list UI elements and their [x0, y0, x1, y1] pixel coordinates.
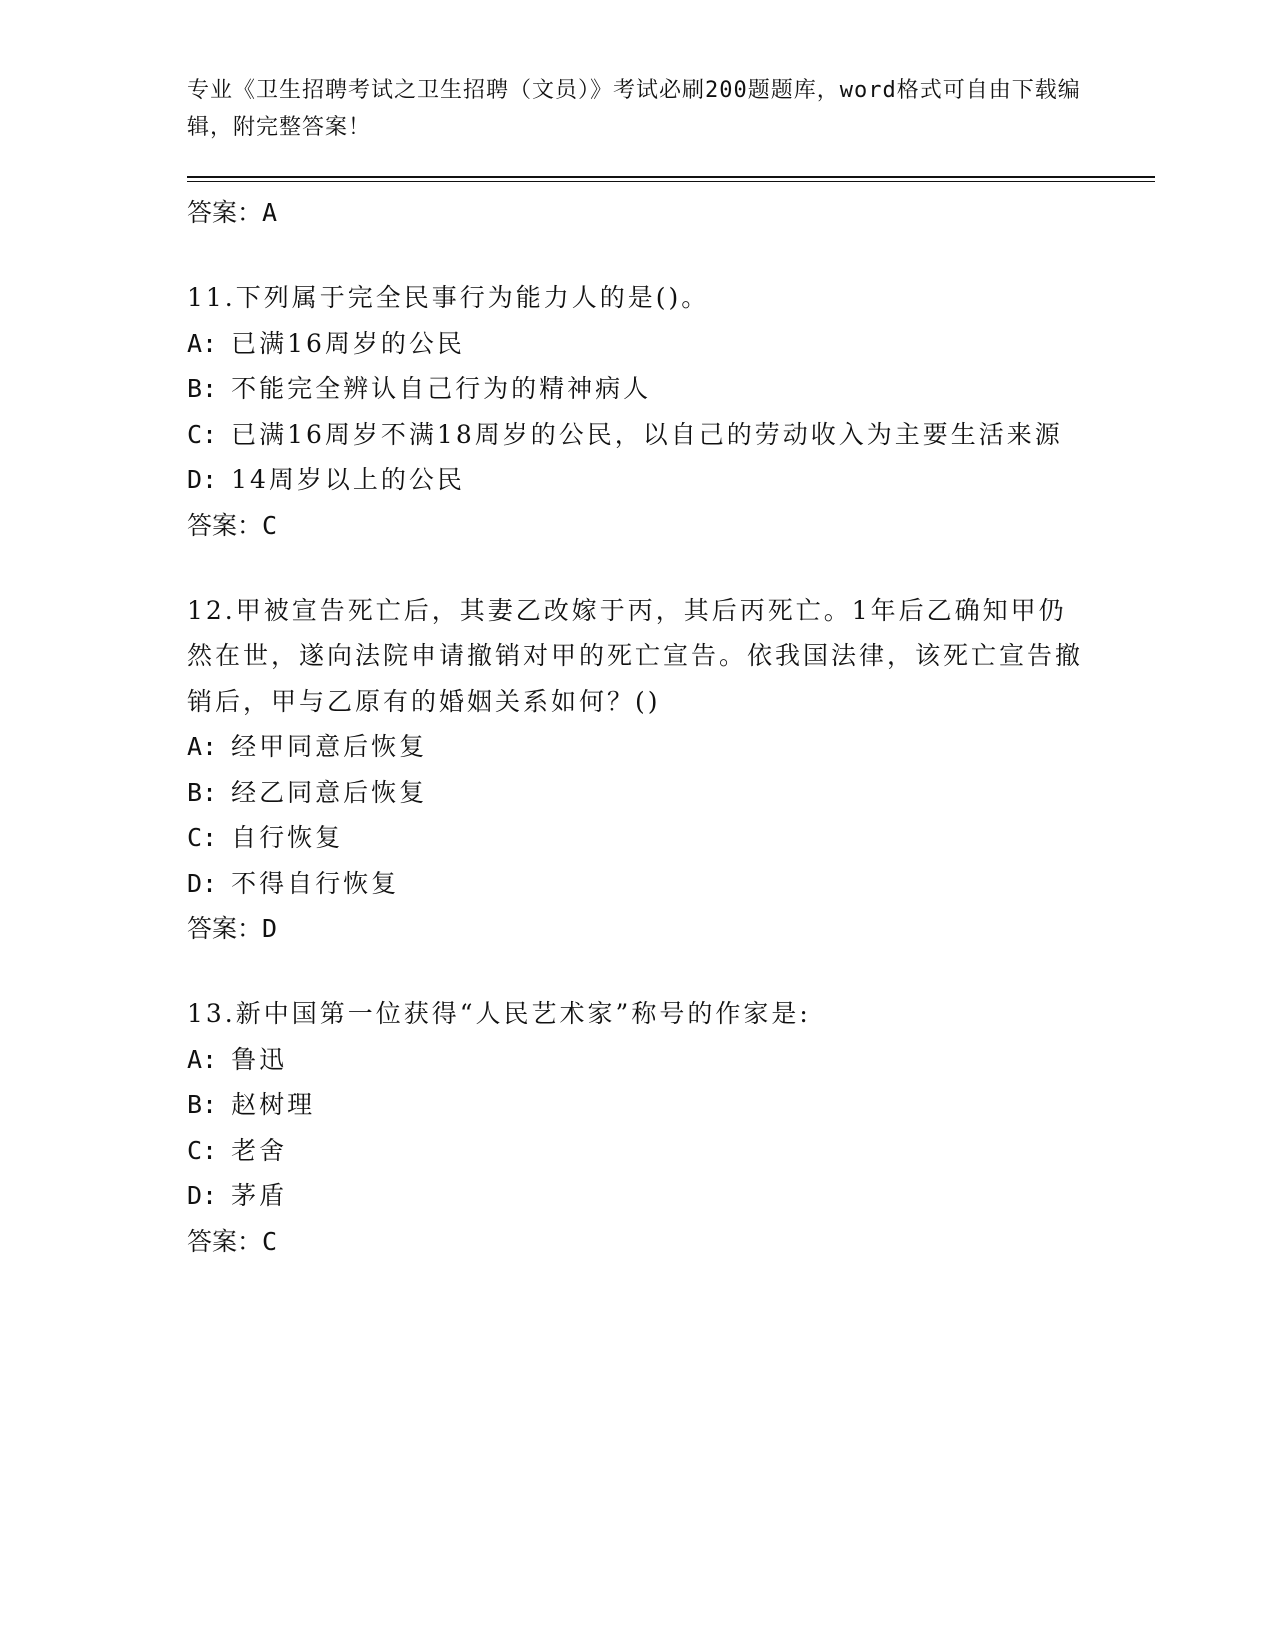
option-d	[187, 861, 1087, 907]
question-12	[187, 588, 1157, 953]
option-b	[187, 770, 1087, 816]
option-text: 经乙同意后恢复	[231, 777, 428, 807]
previous-answer: 答案：A	[187, 198, 278, 227]
option-a	[187, 321, 1087, 367]
option-label: B:	[187, 777, 218, 807]
option-text: 经甲同意后恢复	[231, 732, 428, 761]
option-text: 鲁迅	[231, 1044, 288, 1074]
option-c	[187, 815, 1087, 861]
answer: 答案：C	[187, 1226, 278, 1256]
question-text: 11.下列属于完全民事行为能力人的是()。	[187, 283, 710, 312]
option-text: 14周岁以上的公民	[231, 465, 465, 494]
option-c	[187, 412, 1087, 458]
option-d	[187, 1173, 1087, 1219]
option-text: 不得自行恢复	[231, 868, 400, 898]
option-label: C:	[187, 823, 218, 852]
question-text: 12.甲被宣告死亡后，其妻乙改嫁于丙，其后丙死亡。1年后乙确知甲仍然在世，遂向法院申请撤销对甲的死亡宣告。依我国法律，该死亡宣告撤销后，甲与乙原有的婚姻关系如何？()	[187, 595, 1084, 716]
option-label: B:	[187, 1090, 218, 1119]
answer: 答案：C	[187, 510, 278, 540]
option-text: 已满16周岁的公民	[231, 328, 465, 358]
option-label: D:	[187, 465, 218, 494]
option-a	[187, 1037, 1087, 1083]
header-text: 专业《卫生招聘考试之卫生招聘（文员）》考试必刷200题题库，word格式可自由下载编辑，附完整答案！	[187, 78, 1081, 140]
option-label: D:	[187, 1181, 218, 1210]
answer: 答案：D	[187, 914, 278, 943]
option-text: 老舍	[231, 1135, 288, 1165]
header-divider	[187, 176, 1155, 182]
option-label: D:	[187, 868, 218, 898]
option-label: B:	[187, 374, 218, 403]
option-label: C:	[187, 419, 218, 449]
option-d	[187, 457, 1087, 503]
option-label: C:	[187, 1135, 218, 1165]
option-label: A:	[187, 732, 218, 761]
option-label: A:	[187, 1044, 218, 1074]
document-page	[187, 72, 1157, 1265]
question-11	[187, 275, 1157, 549]
option-a	[187, 724, 1087, 770]
option-text: 茅盾	[231, 1181, 288, 1210]
option-b	[187, 366, 1087, 412]
option-text: 已满16周岁不满18周岁的公民，以自己的劳动收入为主要生活来源	[231, 419, 1063, 449]
option-b	[187, 1082, 1087, 1128]
question-13	[187, 991, 1157, 1265]
option-c	[187, 1128, 1087, 1174]
option-text: 自行恢复	[231, 823, 344, 852]
option-text: 赵树理	[231, 1090, 316, 1119]
option-label: A:	[187, 328, 218, 358]
question-text: 13.新中国第一位获得“人民艺术家”称号的作家是:	[187, 999, 811, 1028]
option-text: 不能完全辨认自己行为的精神病人	[231, 374, 652, 403]
